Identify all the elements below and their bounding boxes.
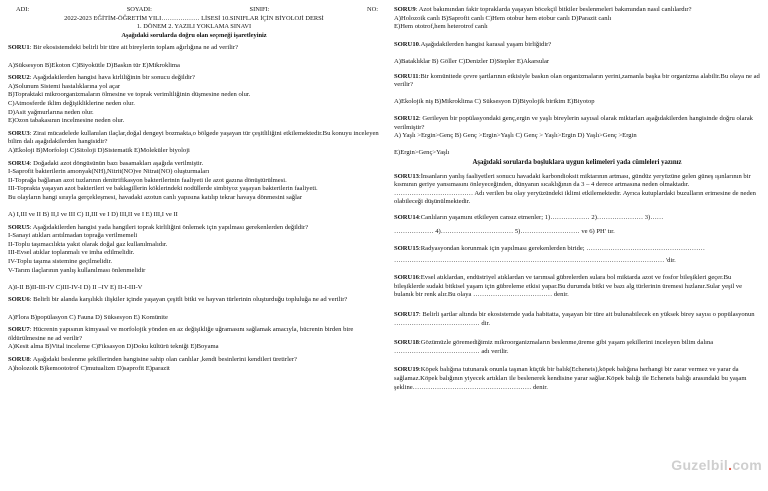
question-title: SORU15 <box>394 245 419 253</box>
question-text: :İnsanların yanlış faaliyetleri sonucu havadaki karbondioksit miktarının artması, gündüz yeryüzüne gelen güneş ışınlarının bir kısmının geriye yansımasını önleyeceğinden, dünyanın sıcaklığının da 3 – 4 derece artmasına neden olmaktadır. ……………………………… Adı verilen bu olay yeryüzündeki iklimi etkilemektedir. Ayrıca kutuplardaki buzulların erimesine de neden olabileceği düşünülmektedir. <box>394 172 756 206</box>
question-1 <box>8 44 380 70</box>
question-title: SORU7 <box>8 326 30 334</box>
question-13 <box>394 173 760 207</box>
question-title: SORU11 <box>394 72 419 80</box>
option-e: E)Hem ototrof,hem heterotrof canlı <box>394 23 488 31</box>
option-b: B)Topraktaki mikroorganizmaların ölmesine ve toprak verimliliğinin düşmesine neden olur. <box>8 91 251 99</box>
question-line <box>394 90 760 99</box>
question-text: :Radyasyondan korunmak için yapılması gerekenlerden biride; ……………………………………………… <box>418 245 705 253</box>
item-2: II-Toplu taşımacılıkta yakıt olarak doğal gaz kullanılmalıdır. <box>8 240 168 248</box>
question-15 <box>394 245 760 265</box>
question-title: SORU5 <box>8 223 30 231</box>
exam-subtitle: 1. DÖNEM 2. YAZILI YOKLAMA SINAVI <box>136 23 252 31</box>
options-line: A)I-II B)II-III-IV C)III-IV-I D) II –IV E) II-I-III-V <box>8 283 143 291</box>
question-text: : Aşağıdakilerden hangisi hava kirliliğinin bir sonucu değildir? <box>29 74 195 82</box>
question-text: : Belirli şartlar altında bir ekosistemde yada habitatta, yaşayan bir türe ait bulunabilecek en yüksek birey sayısı o popülasyonun ………………………………… dir. <box>394 311 755 327</box>
right-column <box>394 6 760 392</box>
question-text: : Azot bakımından fakir topraklarda yaşayan böcekçil bitkiler beslenmeleri bakımından nasıl canlılardır? <box>415 6 692 13</box>
options-line: A)Flora B)popülasyon C) Fauna D) Süksesyon E) Komünite <box>8 313 168 321</box>
option-a: A)Solunum Sistemi hastalıklarına yol açar <box>8 82 121 90</box>
question-text: :Canlıların yaşamını etkileyen cansız etmenler; 1)……………… 2)………………… 3)…… <box>418 213 664 221</box>
question-11 <box>394 73 760 107</box>
name-label: ADI: <box>16 6 30 13</box>
options-line: A)Kesit alma B)Vital inceleme C)Fiksasyon D)Doku kültürü tekniği E)Boyama <box>8 343 219 351</box>
answer-line: ……………… 4)…………………………… 5)……………………… ve 6) PH' tır. <box>394 228 615 236</box>
options-line: A)Ekoloji B)Morfoloji C)Sitoloji D)Sistematik E)Moleküler biyoloji <box>8 146 190 154</box>
option-c: C)Atmosferde iklim değişikliklerine neden olur. <box>8 99 135 107</box>
question-12 <box>394 115 760 158</box>
question-title: SORU19 <box>394 366 419 374</box>
question-2 <box>8 74 380 126</box>
question-text: :Köpek balığına tutunarak onunla taşınan küçük bir balık(Echeneis),köpek balığına herhangi bir zarar vermez ve yarar da sağlamaz.Köpek balığının yiyecek artıkları ile beslenerek kendisine yarar sağlar.Köpek balığı ile Echeneis balığı arasındaki bu yaşam şekline……………………………………………… denir. <box>394 366 747 391</box>
question-4 <box>8 160 380 220</box>
question-6 <box>8 296 380 322</box>
class-label: SINIFI: <box>249 6 270 13</box>
question-text: : Belirli bir alanda karşılıklı ilişkiler içinde yaşayan çeşitli bitki ve hayvan türlerinin oluşturduğu topluluğa ne ad verilir? <box>29 296 348 304</box>
question-text: : Zirai mücadelede kullanılan ilaçlar,doğal dengeyi bozmakta,o bölgede yaşayan tür çeşitliliğini etkilemektedir.Bu konuyu inceleyen bilim dalı aşağıdakilerden hangisidir? <box>8 129 379 146</box>
question-text: : Doğadaki azot döngüsünün bazı basamakları aşağıda verilmiştir. <box>29 159 204 167</box>
question-10 <box>394 41 760 67</box>
question-title: SORU14 <box>394 213 419 221</box>
step-3: III-Toprakta yaşayan azot bakterileri ve baklagillerin köklerindeki nodüllerde simbiyoz yaşayan bakterilerin faaliyeti. <box>8 185 318 193</box>
watermark-dot: . <box>728 457 733 473</box>
surname-label: SOYADI: <box>126 6 152 13</box>
watermark-logo <box>671 457 762 473</box>
question-line <box>8 202 380 211</box>
question-text: .Aşağıdakilerden hangisi karasal yaşam birliğidir? <box>418 40 552 48</box>
item-5: V-Tarım ilaçlarının yanlış kullanılması önlenmelidir <box>8 266 146 274</box>
option-d: D)Asit yağmurlarına neden olur. <box>8 108 94 116</box>
question-line <box>394 49 760 58</box>
question-title: SORU4 <box>8 159 30 167</box>
options-line: A)Bataklıklar B) Göller C)Denizler D)Stepler E)Akarsular <box>394 57 550 65</box>
exam-title: 2022-2023 EĞİTİM-ÖĞRETİM YILI……………… LİSESİ 10.SINIFLAR İÇİN BİYOLOJİ DERSİ <box>64 14 324 22</box>
question-text: :Gözümüzle göremediğimiz mikroorganizmaların beslenme,üreme gibi yaşam şekillerini inceleyen bilim dalına ………………………………… adı verilir. <box>394 339 714 355</box>
watermark-suffix: com <box>732 457 762 473</box>
question-title: SORU16 <box>394 274 419 282</box>
question-5 <box>8 224 380 293</box>
question-line: Bu olayların hangi sırayla gerçekleşmesi, havadaki azotun canlı yapısına katılıp tekrar havaya dönmesini sağlar <box>8 193 303 201</box>
question-title: SORU17 <box>394 311 419 319</box>
item-4: IV-Toplu taşıma sistemine geçilmelidir. <box>8 258 113 266</box>
question-line <box>394 141 760 150</box>
option-e: E)Ergin>Genç>Yaşlı <box>394 149 450 157</box>
question-title: SORU6 <box>8 296 30 304</box>
question-title: SORU13 <box>394 172 419 180</box>
question-text: : Aşağıdaki beslenme şekillerinden hangisine sahip olan canlılar ,kendi besinlerini kendileri üretirler? <box>29 355 297 363</box>
question-text: : Aşağıdakilerden hangisi yada hangileri toprak kirliliğini önlemek için yapılması gerekenlerden değildir? <box>29 223 309 231</box>
item-3: III-Evsel atıklar toplanmalı ve imha edilmelidir. <box>8 249 135 257</box>
question-title: SORU1 <box>8 44 30 52</box>
question-title: SORU8 <box>8 355 30 363</box>
options-line: A) I,III ve II B) II,I ve III C) II,III ve I D) III,II ve I E) III,I ve II <box>8 211 178 219</box>
number-label: NO: <box>366 6 378 13</box>
question-title: SORU12 <box>394 114 419 122</box>
question-title: SORU2 <box>8 74 30 82</box>
question-line <box>8 305 380 314</box>
step-2: II-Toprağa bağlanan azot tuzlarının denitrifikasyon bakterilerinin faaliyeti ile azot gazına dönüştürülmesi. <box>8 176 287 184</box>
answer-line: …………………………………………………………………………………………………………… 'dir. <box>394 256 676 264</box>
question-19 <box>394 366 760 392</box>
question-7 <box>8 326 380 352</box>
question-text: :Evsel atıklardan, endüstriyel atıklardan ve tarımsal gübrelerden sulara bol miktarda azot ve fosfor bileşikleri geçer.Bu bileşiklerde sudaki bitkisel yaşam için gübreleme etkisi yapar.Bu durumda bitki ve bazı alg türlerinin üremesi hızlanır.Sular yeşil ve bulanık bir renk alır.Bu olaya ……………………………… denir. <box>394 274 743 299</box>
student-info-row <box>8 6 380 15</box>
instruction: Aşağıdaki sorularda doğru olan seçeneği işaretleyiniz <box>121 31 267 39</box>
question-text: : Hücrenin yapısının kimyasal ve morfolojik yönden en az değişikliğe uğramasını sağlamak amacıyla, hücrenin birden bire öldürülmesine ne ad verilir? <box>8 326 354 342</box>
question-17 <box>394 311 760 328</box>
question-3 <box>8 130 380 156</box>
options-line: A)Holozoik canlı B)Saprofit canlı C)Hem otobur hem etobur canlı D)Parazit canlı <box>394 14 612 22</box>
question-8 <box>8 356 380 373</box>
question-16 <box>394 274 760 300</box>
option-e: E)Ozon tabakasının incelmesine neden olur. <box>8 117 125 125</box>
options-line: A)holozoik B)kemoototrof C)mutualizm D)saprofit E)parazit <box>8 364 170 372</box>
question-title: SORU9 <box>394 6 416 13</box>
step-1: I-Saprofit bakterilerin amonyak(NH),Nitrit(NO)ve Nitrat(NO) oluşturmaları <box>8 168 210 176</box>
item-1: I-Sanayi atıkları arıtılmadan toprağa verilmemeli <box>8 232 138 240</box>
question-text: : Gerileyen bir popülasyondaki genç,ergin ve yaşlı bireylerin sayısal olarak miktarları aşağıdakilerden hangisinde doğru olarak verilmiştir? <box>394 114 753 131</box>
options-line: A) Yaşlı >Ergin>Genç B) Genç >Ergin>Yaşlı C) Genç > Yaşlı>Ergin D) Yaşlı>Genç >Ergin <box>394 132 637 140</box>
question-line <box>8 275 380 284</box>
question-18 <box>394 339 760 356</box>
options-line: A)Ekolojik niş B)Mikroklima C) Süksesyon D)Biyolojik birikim E)Biyotop <box>394 98 595 106</box>
question-line <box>8 53 380 62</box>
question-title: SORU10 <box>394 40 419 48</box>
watermark-text: Guzelbil <box>671 457 729 473</box>
question-9 <box>394 6 760 32</box>
question-title: SORU18 <box>394 339 419 347</box>
question-title: SORU3 <box>8 129 30 137</box>
question-14 <box>394 214 760 237</box>
question-text: : Bir ekosistemdeki belirli bir türe ait bireylerin toplam ağırlığına ne ad verilir? <box>29 44 238 52</box>
section-2-instruction: Aşağıdaki sorularda boşluklara uygun kelimeleri yada cümleleri yazınız <box>472 158 682 166</box>
question-text: :Bir komünitede çevre şartlarının etkisiyle baskın olan organizmaların yerini,zamanla başka bir organizma alabilir.Bu olaya ne ad verilir? <box>394 72 760 89</box>
left-column <box>8 6 380 373</box>
options-line: A)Süksesyon B)Ekoton C)Biyokütle D)Baskın tür E)Mikroklima <box>8 61 180 69</box>
